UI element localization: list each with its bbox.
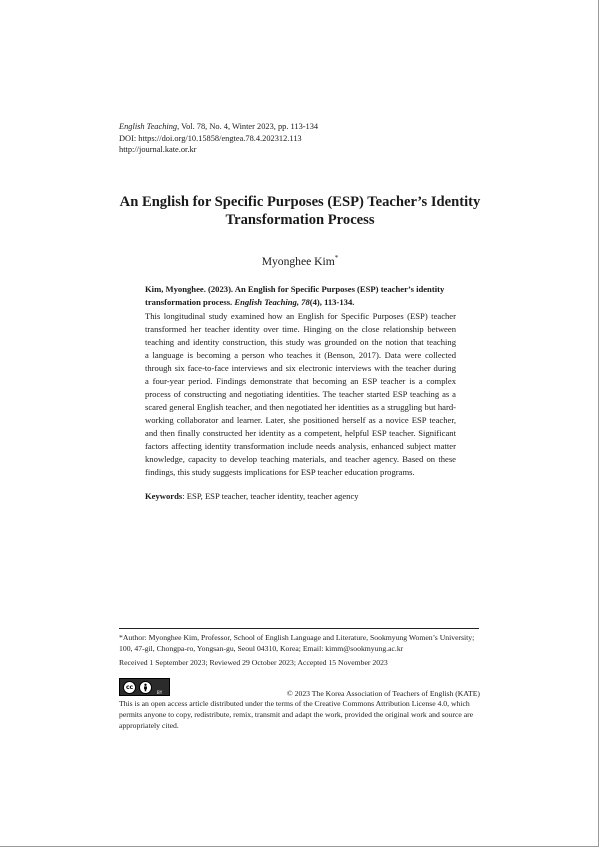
abstract (145, 310, 456, 479)
journal-citation-line (119, 121, 499, 133)
journal-details: , Vol. 78, No. 4, Winter 2023, pp. 113-134 (177, 122, 319, 131)
citation-line-1: Kim, Myonghee. (2023). An English for Specific Purposes (ESP) teacher’s identity (145, 284, 445, 294)
by-lettering: BY (157, 690, 163, 695)
abstract-line: a language is becoming a person who teaches it (Benson, 2017). Data were collected (145, 350, 456, 360)
abstract-line: working collaborator and learner. Later, she positioned herself as a novice ESP teacher, (145, 415, 456, 425)
paper-title (110, 193, 490, 229)
abstract-line: process of constructing and negotiating identities. The teacher started ESP teaching as a (145, 389, 456, 399)
author-footnote-mark: * (334, 254, 339, 263)
keywords-text: : ESP, ESP teacher, teacher identity, teacher agency (182, 491, 359, 501)
journal-name: English Teaching (119, 122, 178, 131)
license-line: permits anyone to copy, redistribute, remix, transmit and adapt the work, provided the original work and source are (119, 710, 474, 719)
citation-line-2 (145, 296, 456, 309)
abstract-line: This longitudinal study examined how an English for Specific Purposes (ESP) teacher (145, 311, 456, 321)
author-name: Myonghee Kim (261, 255, 335, 268)
license-line: This is an open access article distributed under the terms of the Creative Commons Attribution License 4.0, which (119, 699, 470, 708)
journal-header (119, 121, 499, 156)
paper-title-line-2: Transformation Process (225, 212, 375, 228)
license-line: appropriately cited. (119, 721, 179, 730)
abstract-line: and then finally constructed her identity as a competent, helpful ESP teacher. Significant (145, 428, 456, 438)
citation-journal: English Teaching, 78 (234, 297, 310, 307)
abstract-line: factors affecting identity transformation include needs analysis, enhanced subject matter (145, 441, 456, 451)
paper-title-line-1: An English for Specific Purposes (ESP) Teacher’s Identity (119, 194, 481, 210)
abstract-line: transformed her teacher identity over time. Hinging on the close relationship between (145, 324, 456, 334)
journal-url[interactable]: http://journal.kate.or.kr (119, 145, 197, 154)
license-text (119, 698, 481, 731)
keywords (145, 490, 456, 503)
footnote-divider (119, 628, 479, 629)
author-footnote (119, 632, 481, 654)
abstract-line: a four-year period. Findings demonstrate that becoming an ESP teacher is a complex (145, 376, 456, 386)
cc-icon: cc (123, 681, 136, 694)
abstract-line: teaching and identity construction, this study was grounded on the notion that teaching (145, 337, 456, 347)
footnote-line-1: *Author: Myonghee Kim, Professor, School of English Language and Literature, Sookmyung Women’s University; (119, 633, 475, 642)
author-line (120, 255, 480, 268)
citation-line-2-suffix: (4), 113-134. (309, 297, 355, 307)
abstract-line: through six face-to-face interviews and six electronic interviews with the teacher during (145, 363, 456, 373)
abstract-line: scared general English teacher, and then negotiated her identities as a struggling but hard- (145, 402, 456, 412)
abstract-line: knowledge, capacity to develop teaching materials, and teacher agency. Based on these (145, 454, 456, 464)
doi-line[interactable]: DOI: https://doi.org/10.15858/engtea.78.4.202312.113 (119, 133, 302, 143)
footnote-line-2: 100, 47-gil, Chongpa-ro, Yongsan-gu, Seoul 04310, Korea; Email: kimm@sookmyung.ac.kr (119, 644, 404, 653)
received-dates: Received 1 September 2023; Reviewed 29 October 2023; Accepted 15 November 2023 (119, 658, 388, 667)
citation-line-2-prefix: transformation process. (145, 297, 235, 307)
reference-citation (145, 283, 456, 309)
copyright-notice: © 2023 The Korea Association of Teachers of English (KATE) (286, 689, 480, 698)
abstract-line: findings, this study suggests implications for ESP teacher education programs. (145, 467, 415, 477)
keywords-label: Keywords (145, 491, 183, 501)
